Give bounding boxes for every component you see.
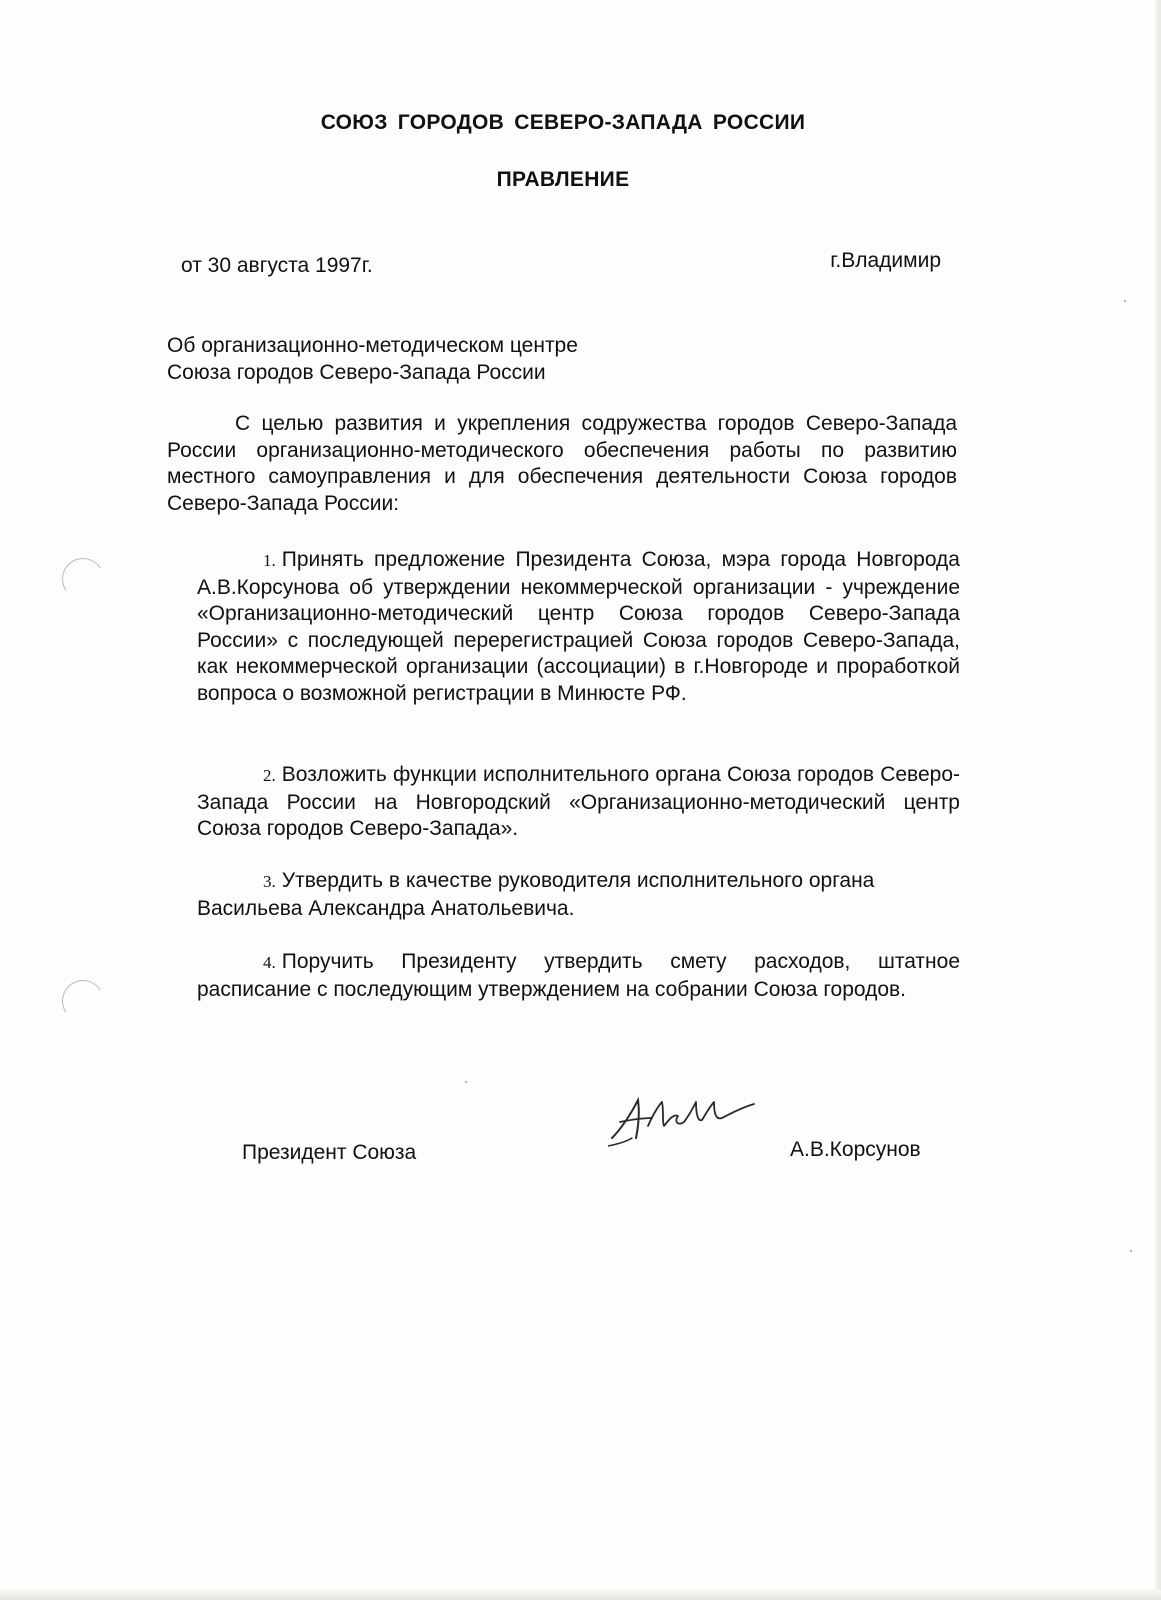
item-text: Поручить Президенту утвердить смету расходов, штатное расписание с последующим утверждением на собрании Союза городов.	[197, 950, 960, 1001]
subject-line: Об организационно-методическом центре	[167, 334, 578, 357]
item-text: Утвердить в качестве руководителя исполнительного органа Васильева Александра Анатольевича.	[197, 869, 875, 920]
item-number: 4.	[263, 953, 276, 972]
resolution-item	[197, 762, 960, 843]
document-city: г.Владимир	[830, 249, 941, 272]
scan-edge	[0, 1590, 1161, 1600]
scan-speck	[1130, 1250, 1132, 1252]
resolution-item	[197, 547, 960, 707]
handwritten-signature	[608, 1092, 768, 1152]
scan-edge	[1155, 0, 1161, 1600]
punch-hole-mark	[58, 976, 108, 1026]
signer-title: Президент Союза	[242, 1141, 417, 1164]
resolution-item	[197, 949, 960, 1003]
board-title: ПРАВЛЕНИЕ	[496, 168, 630, 191]
subject-line: Союза городов Северо-Запада России	[167, 361, 546, 384]
document-subject	[167, 332, 578, 386]
item-number: 2.	[263, 766, 276, 785]
punch-hole-mark	[58, 554, 108, 604]
item-text: Возложить функции исполнительного органа Союза городов Северо-Запада России на Новгородский «Организационно-методический центр Союза городов Северо-Запада».	[197, 763, 960, 840]
item-text: Принять предложение Президента Союза, мэра города Новгорода А.В.Корсунова об утверждении некоммерческой организации - учреждение «Организационно-методический центр Союза городов Северо-Запада России» с последующей перерегистрацией Союза городов Северо-Запада, как некоммерческой организации (ассоциации) в г.Новгороде и проработкой вопроса о возможной регистрации в Минюсте РФ.	[197, 548, 960, 705]
item-number: 3.	[263, 872, 276, 891]
signer-name: А.В.Корсунов	[790, 1138, 921, 1161]
resolution-item	[197, 868, 960, 922]
document-date: от 30 августа 1997г.	[181, 254, 373, 277]
scan-speck	[1124, 300, 1126, 302]
preamble-paragraph: С целью развития и укрепления содружества городов Северо-Запада России организационно-методического обеспечения работы по развитию местного самоуправления и для обеспечения деятельности Союза городов Северо-Запада России:	[167, 412, 957, 515]
scan-speck	[465, 1081, 467, 1083]
item-number: 1.	[263, 551, 276, 570]
organization-title: СОЮЗ ГОРОДОВ СЕВЕРО-ЗАПАДА РОССИИ	[320, 111, 806, 134]
